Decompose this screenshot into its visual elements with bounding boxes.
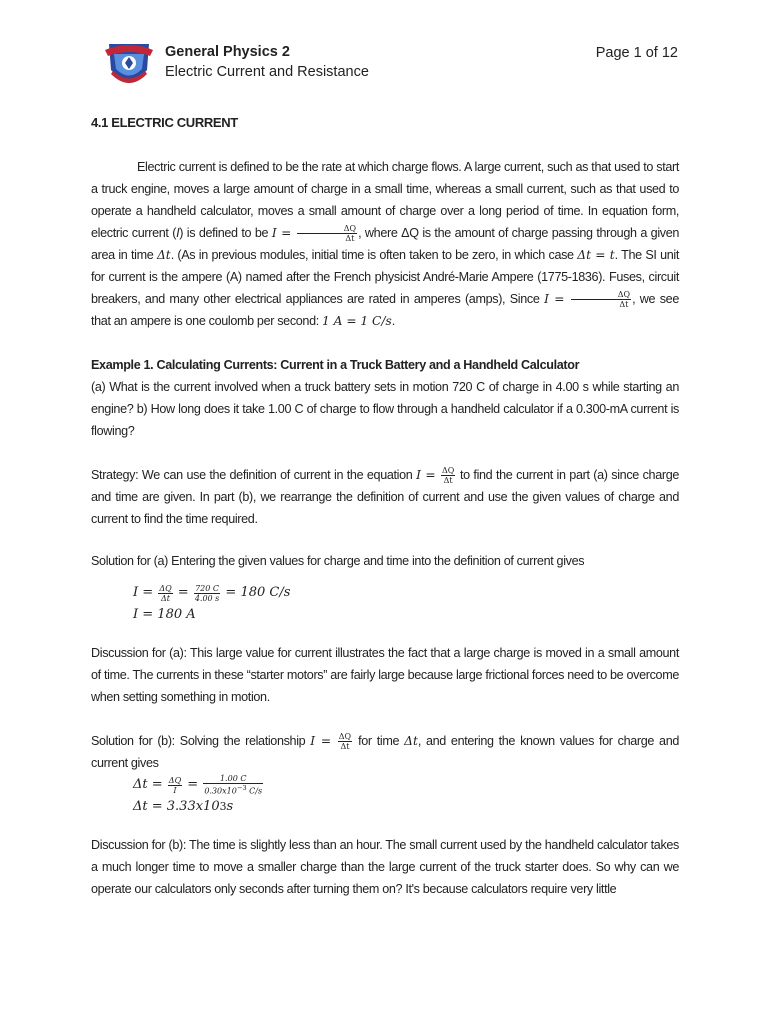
discussion-a: Discussion for (a): This large value for current illustrates the fact that a large charge is moved in a small amount of time. The currents in these “starter motors” are fairly large because large frictional forces need to be overcome when setting something in motion. xyxy=(91,646,679,704)
course-title: General Physics 2 xyxy=(165,44,290,60)
page-header xyxy=(0,0,768,100)
document-body xyxy=(91,112,679,900)
page-number: Page 1 of 12 xyxy=(595,45,678,61)
example-title: Example 1. Calculating Currents: Current in a Truck Battery and a Handheld Calculator xyxy=(91,358,580,372)
formula-ampere: 1 A = 1 C/s xyxy=(322,314,392,328)
fraction: $\frac{\Delta Q}{\Delta t}$ xyxy=(297,224,357,243)
solution-a-intro: Solution for (a) Entering the given values for charge and time into the definition of current gives xyxy=(91,554,585,568)
discussion-b: Discussion for (b): The time is slightly less than an hour. The small current used by the handheld calculator takes a much longer time to move a smaller charge than the large current of the truck starter does. So why can we operate our calculators only seconds after turning them on? It's because calculators require very little xyxy=(91,838,679,896)
solution-b-intro: Solution for (b): Solving the relationship I = $\frac{\Delta Q}{\Delta t}$ for time Δt, and entering the known values for charge and current gives xyxy=(91,732,679,770)
example-question: (a) What is the current involved when a truck battery sets in motion 720 C of charge in 4.00 s while starting an engine? b) How long does it take 1.00 C of charge to flow through a handheld calculator if a 0.300-mA current is flowing? xyxy=(91,380,679,438)
paragraph-definition: Electric current is defined to be the rate at which charge flows. A large current, such as that used to start a truck engine, moves a large amount of charge in a small time, whereas a small current, such as that used to operate a handheld calculator, moves a small amount of charge over a long period of time. In equation form, electric current (I) is defined to be I = $\frac{\Delta Q}{\Delta t}$ , where ΔQ is the amount of charge passing through a given area in time Δt. (As in previous modules, initial time is often taken to be zero, in which case Δt = t. The SI unit for current is the ampere (A) named after the French physicist André-Marie Ampere (1775-1836). Fuses, circuit breakers, and many other electrical appliances are rated in amperes (amps), Since I = $\frac{\Delta Q}{\Delta t}$ , we see that an ampere is one coulomb per second: 1 A = 1 C/s. xyxy=(91,160,680,328)
solution-b-equations: Δt = $\frac{\Delta Q}{I}$ = $\frac{1.00 C}{0.30x10^{-3} C/s}$ Δt = 3.33x10 3 s xyxy=(133,774,263,814)
section-heading: 4.1 ELECTRIC CURRENT xyxy=(91,115,238,130)
strategy-paragraph: Strategy: We can use the definition of current in the equation I = $\frac{\Delta Q}{\Delta t}$ to find the current in part (a) since charge and time are given. In part (b), we rearrange the definition of current and use the given values of charge and current to find the time required. xyxy=(91,466,680,526)
solution-a-equations: I = $\frac{\Delta Q}{\Delta t}$ = $\frac{720 C}{4.00 s}$ = 180 C/s I = 180 A xyxy=(133,583,291,622)
course-topic: Electric Current and Resistance xyxy=(165,64,369,80)
school-seal-icon xyxy=(103,40,155,88)
formula-current: I = xyxy=(271,226,292,240)
